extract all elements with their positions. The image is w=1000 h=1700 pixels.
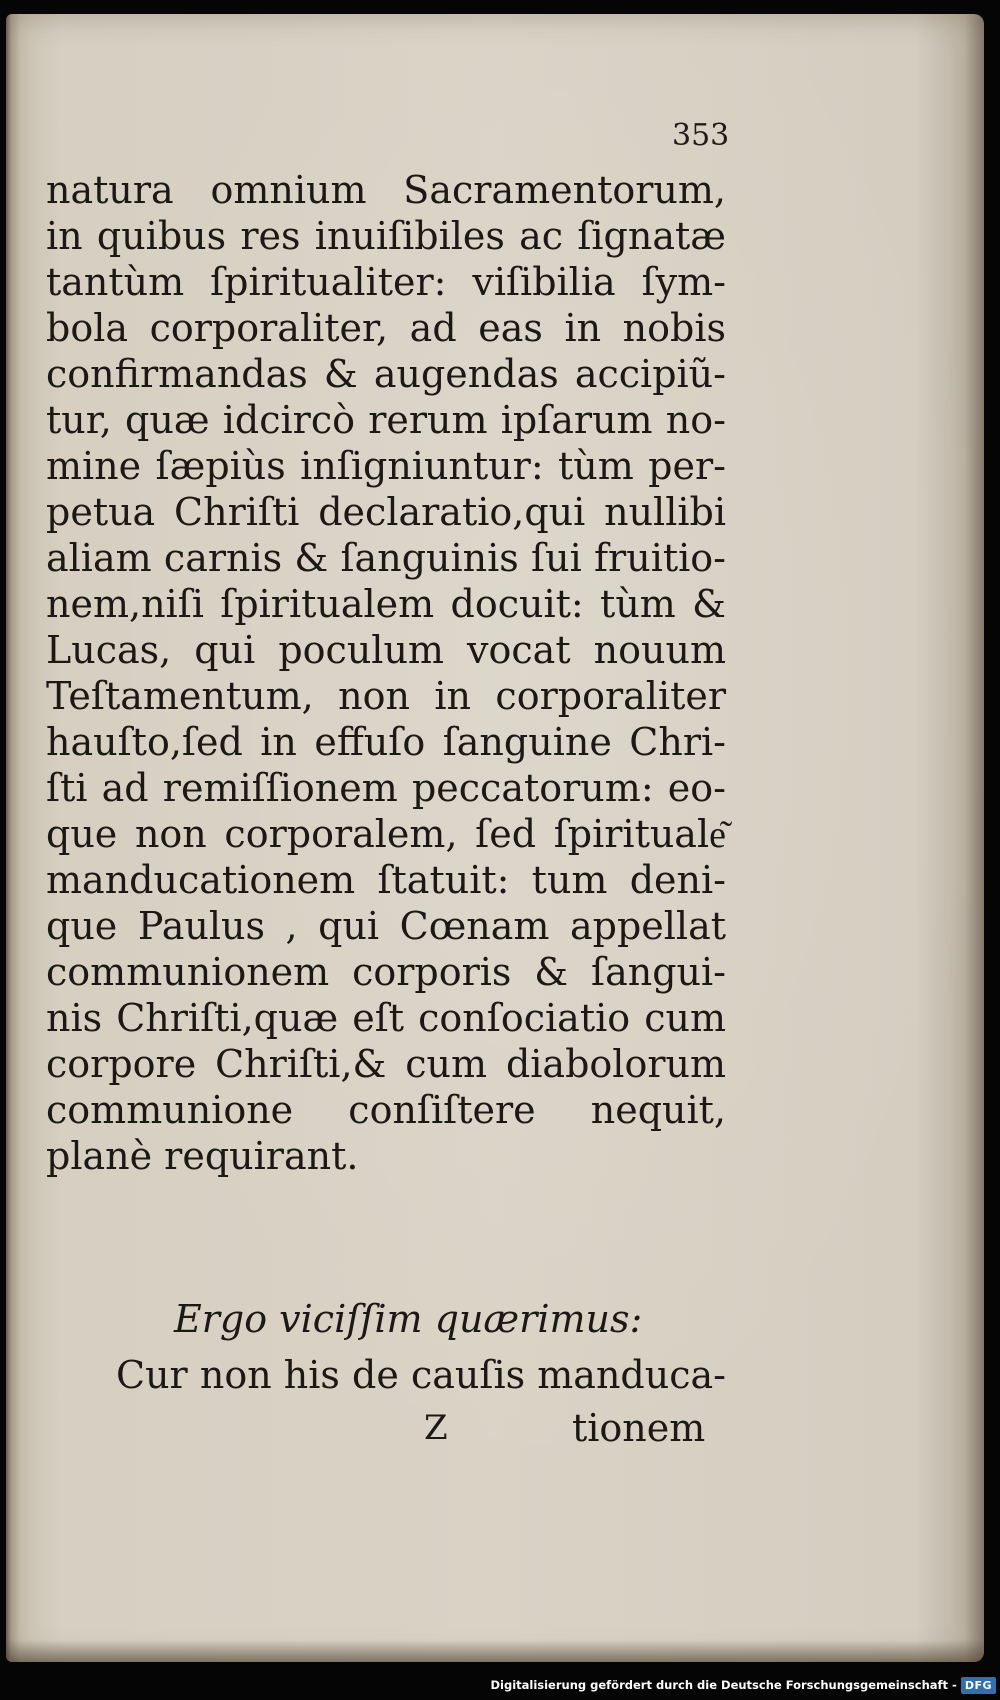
text-line: tantùm ſpiritualiter: viſibilia ſym-: [46, 260, 726, 304]
text-line: confirmandas & augendas accipiũ-: [46, 352, 726, 396]
text-line: manducationem ſtatuit: tum deni-: [46, 858, 726, 902]
text-line: planè requirant.: [46, 1134, 359, 1178]
text-line: Lucas, qui poculum vocat nouum: [46, 628, 726, 672]
text-line: nem,niſi ſpiritualem docuit: tùm &: [46, 582, 726, 626]
signature-mark: Z: [424, 1408, 448, 1448]
text-line: communione conſiſtere nequit,: [46, 1088, 726, 1132]
section-heading: Ergo viciſſim quærimus:: [174, 1297, 643, 1341]
text-line: ſti ad remiſſionem peccatorum: eo-: [46, 766, 726, 810]
text-line: mine ſæpiùs inſigniuntur: tùm per-: [46, 444, 726, 488]
paragraph-start-line: Cur non his de cauſis manduca-: [116, 1353, 726, 1397]
dfg-logo-icon: DFG: [961, 1677, 996, 1694]
text-line: in quibus res inuiſibiles ac ſignatæ: [46, 214, 726, 258]
text-line: bola corporaliter, ad eas in nobis: [46, 306, 726, 350]
text-line: nis Chriſti,quæ eſt conſociatio cum: [46, 996, 726, 1040]
text-line: corpore Chriſti,& cum diabolorum: [46, 1042, 726, 1086]
text-line: hauſto,ſed in effuſo ſanguine Chri-: [46, 720, 726, 764]
text-line: aliam carnis & ſanguinis ſui fruitio-: [46, 536, 726, 580]
text-line: petua Chriſti declaratio,qui nullibi: [46, 490, 726, 534]
text-line: que non corporalem, ſed ſpirituale͂: [46, 812, 726, 856]
catchword: tionem: [572, 1406, 706, 1450]
book-page: [6, 14, 984, 1662]
text-line: Teſtamentum, non in corporaliter: [46, 674, 726, 718]
text-line: que Paulus , qui Cœnam appellat: [46, 904, 726, 948]
text-line: communionem corporis & ſangui-: [46, 950, 726, 994]
digitization-credit-banner: [484, 1672, 996, 1698]
text-line: tur, quæ idcircò rerum ipſarum no-: [46, 398, 726, 442]
credit-text: Digitalisierung gefördert durch die Deutsche Forschungsgemeinschaft -: [490, 1678, 957, 1692]
text-line: natura omnium Sacramentorum,: [46, 168, 726, 212]
page-number: 353: [672, 118, 730, 153]
